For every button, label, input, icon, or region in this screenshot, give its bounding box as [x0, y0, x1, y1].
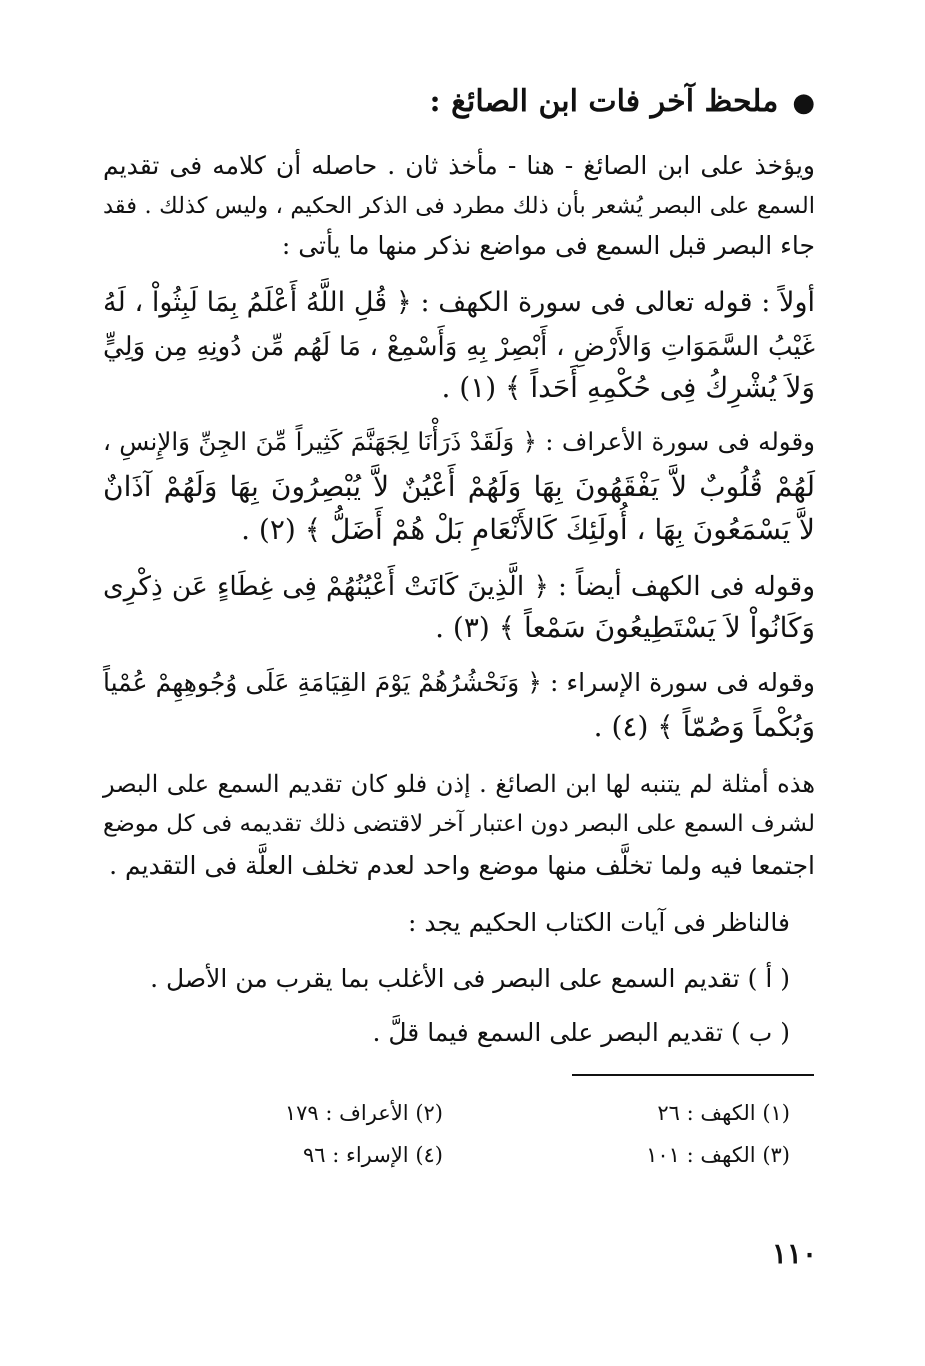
section-heading-text: ملحظ آخر فات ابن الصائغ : — [429, 84, 779, 119]
quote-1-line-2: غَيْبُ السَّمَوَاتِ وَالأَرْضِ ، أَبْصِرْ بِهِ وَأَسْمِعْ ، مَا لَهُم مِّن دُونِهِ مِن وَلِيٍّ — [103, 332, 815, 362]
paragraph-1-line-1: ويؤخذ على ابن الصائغ - هنا - مأخذ ثان . حاصله أن كلامه فى تقديم — [103, 151, 815, 180]
quote-1-line-1: أولاً : قوله تعالى فى سورة الكهف : ﴿ قُلِ اللَّهُ أَعْلَمُ بِمَا لَبِثُواْ ، لَهُ — [103, 287, 815, 318]
footnote-3: (٣) الكهف : ١٠١ — [646, 1143, 790, 1167]
quote-1-line-3: وَلاَ يُشْرِكُ فِى حُكْمِهِ أَحَداً ﴾ (١) . — [441, 371, 815, 404]
quote-3-line-2: وَكَانُواْ لاَ يَسْتَطِيعُونَ سَمْعاً ﴾ (٣) . — [435, 611, 815, 644]
quote-4-line-2: وَبُكْماً وَصُمّاً ﴾ (٤) . — [593, 710, 815, 743]
list-item-a: ( أ ) تقديم السمع على البصر فى الأغلب بما يقرب من الأصل . — [150, 964, 790, 993]
paragraph-1-line-2: السمع على البصر يُشعر بأن ذلك مطرد فى الذكر الحكيم ، وليس كذلك . فقد — [103, 193, 815, 219]
paragraph-2-line-2: لشرف السمع على البصر دون اعتبار آخر لاقتضى ذلك تقديمه فى كل موضع — [103, 811, 815, 837]
quote-2-line-3: لاَّ يَسْمَعُونَ بِهَا ، أُولَئِكَ كَالأَنْعَامِ بَلْ هُمْ أَضَلُّ ﴾ (٢) . — [241, 513, 815, 546]
quote-2-line-1: وقوله فى سورة الأعراف : ﴿ وَلَقَدْ ذَرَأْنَا لِجَهَنَّمَ كَثِيراً مِّنَ الجِنِّ وَالإِنسِ ، — [103, 427, 815, 456]
quote-3-line-1: وقوله فى الكهف أيضاً : ﴿ الَّذِينَ كَانَتْ أَعْيُنُهُمْ فِى غِطَاءٍ عَن ذِكْرِى — [103, 571, 815, 602]
list-item-b: ( ب ) تقديم البصر على السمع فيما قلَّ . — [372, 1018, 790, 1047]
section-heading — [430, 82, 815, 123]
paragraph-2-line-1: هذه أمثلة لم يتنبه لها ابن الصائغ . إذن فلو كان تقديم السمع على البصر — [103, 770, 815, 798]
paragraph-2-line-3: اجتمعا فيه ولما تخلَّف منها موضع واحد لعدم تخلف العلَّة فى التقديم . — [109, 851, 815, 880]
footnote-2: (٢) الأعراف : ١٧٩ — [284, 1101, 443, 1125]
quote-2-line-2: لَهُمْ قُلُوبٌ لاَّ يَفْقَهُونَ بِهَا وَلَهُمْ أَعْيُنٌ لاَّ يُبْصِرُونَ بِهَا وَلَهُمْ آذَانٌ — [103, 470, 815, 503]
bullet-icon: ● — [792, 88, 815, 118]
footnote-4: (٤) الإسراء : ٩٦ — [302, 1143, 443, 1167]
paragraph-3: فالناظر فى آيات الكتاب الحكيم يجد : — [408, 908, 790, 937]
page-number: ١١٠ — [771, 1237, 817, 1270]
quote-4-line-1: وقوله فى سورة الإسراء : ﴿ وَنَحْشُرُهُمْ يَوْمَ القِيَامَةِ عَلَى وُجُوهِهِمْ عُمْياً — [103, 668, 815, 697]
paragraph-1-line-3: جاء البصر قبل السمع فى مواضع نذكر منها ما يأتى : — [281, 231, 815, 260]
footnote-divider — [572, 1074, 814, 1076]
footnote-1: (١) الكهف : ٢٦ — [657, 1101, 790, 1125]
